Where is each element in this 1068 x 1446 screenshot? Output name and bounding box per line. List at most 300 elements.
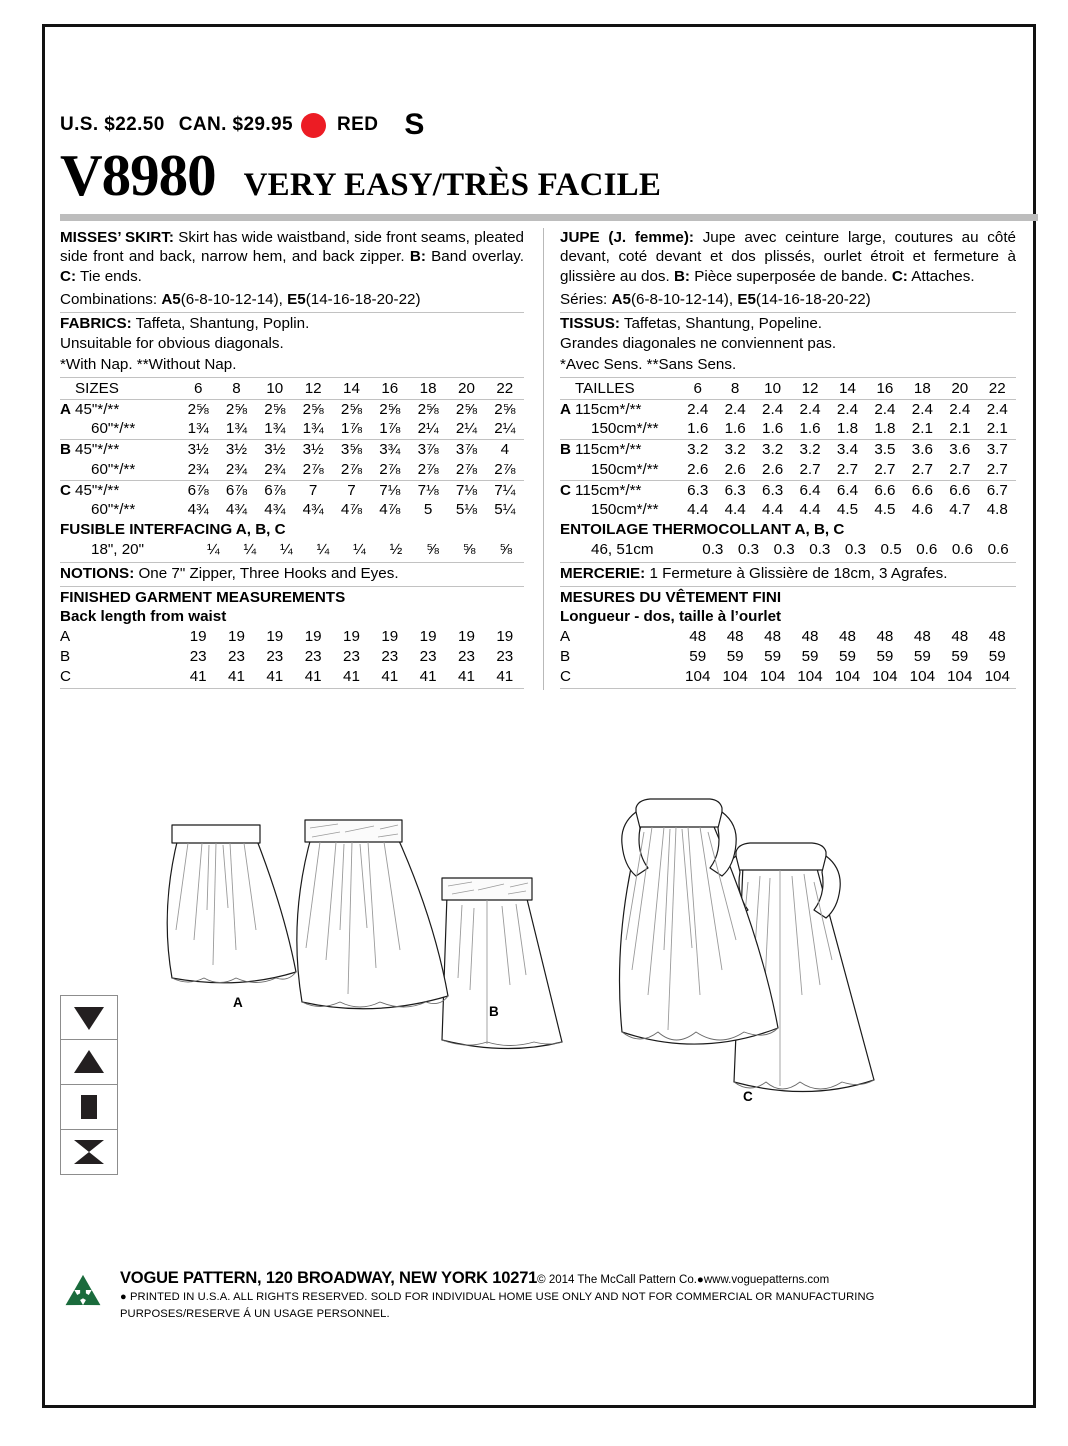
yardage-value: 2¼ (455, 420, 478, 438)
yardage-value: 5 (423, 501, 433, 519)
notions-label-en: NOTIONS: (60, 564, 135, 582)
yardage-value: 4.4 (687, 501, 709, 519)
interfacing-row (560, 540, 1016, 560)
view-letter (560, 540, 575, 560)
interfacing-body-en (60, 540, 524, 560)
copyright: © 2014 The McCall Pattern Co. (537, 1274, 697, 1286)
pattern-number: V8980 (60, 142, 216, 208)
yardage-value: 3.6 (941, 440, 978, 460)
finished-title-en: FINISHED GARMENT MEASUREMENTS (60, 588, 346, 606)
desc-view-c-fr: C: (891, 267, 908, 285)
finished-value: 23 (304, 647, 322, 665)
footer (60, 1268, 1040, 1323)
finished-value: 19 (343, 628, 360, 646)
desc-view-b-fr: B: (673, 267, 690, 285)
rule-bottom-fr (560, 688, 1016, 689)
size-col: 20 (458, 379, 475, 397)
finished-value: 19 (496, 628, 514, 646)
finished-row (560, 667, 1016, 687)
view-a-label: A (233, 995, 243, 1010)
finished-value: 104 (909, 667, 936, 685)
finished-value: 104 (947, 667, 973, 685)
french-column (538, 228, 1016, 690)
yardage-value: 7⅛ (447, 480, 485, 500)
interfacing-title-fr: ENTOILAGE THERMOCOLLANT A, B, C (560, 521, 845, 539)
desc-body1-en: Skirt has wide waistband, side front seams, pleated side front and back, narrow hem, and back zipper. (60, 229, 524, 266)
yardage-value: 2⅝ (217, 399, 255, 419)
finished-value: 48 (951, 628, 969, 646)
yardage-value: 6.3 (679, 480, 716, 500)
yardage-value: 3.5 (866, 440, 903, 460)
yardage-value: 1¾ (264, 420, 286, 438)
yardage-value: 2⅝ (409, 399, 447, 419)
yardage-row (60, 440, 524, 460)
yardage-value: 6.6 (941, 480, 978, 500)
yardage-value: 2.6 (687, 460, 709, 478)
size-col: 12 (801, 379, 819, 397)
yardage-row (560, 440, 1016, 460)
finished-table-en (60, 627, 524, 686)
finished-value: 104 (759, 667, 786, 685)
yardage-value: 2⅝ (256, 399, 294, 419)
combinations-label-fr: Séries: (560, 290, 608, 308)
yardage-value: 5⅛ (455, 501, 478, 519)
triangle-down-icon (72, 1004, 106, 1032)
desc-view-b-en: B: (409, 248, 426, 266)
interfacing-table-en (60, 540, 524, 560)
yardage-value: 7¼ (486, 480, 524, 500)
yardage-value: 2⅝ (486, 399, 524, 419)
desc-lead-en: MISSES’ SKIRT: (60, 229, 174, 246)
yardage-value: 2.1 (986, 420, 1008, 438)
combinations-en (60, 290, 524, 310)
yardage-value: 6.3 (754, 480, 791, 500)
finished-value: 104 (797, 667, 823, 685)
yardage-value: 3.4 (829, 440, 866, 460)
pattern-tagline: VERY EASY/TRÈS FACILE (243, 167, 662, 203)
yardage-value: 6.3 (716, 480, 753, 500)
yardage-value: 6.6 (866, 480, 903, 500)
finished-value: 19 (458, 628, 475, 646)
size-col: 22 (988, 379, 1006, 397)
interfacing-value: ⅝ (426, 540, 439, 558)
finished-body-en (60, 627, 524, 686)
fabric-width: 150cm*/** (591, 501, 659, 519)
yardage-value: 7⅛ (371, 480, 409, 500)
interfacing-value: 0.3 (809, 540, 831, 558)
size-col: 12 (304, 379, 322, 397)
yardage-row (560, 500, 1016, 520)
yardage-value: 4.6 (911, 501, 933, 519)
yardage-row (60, 419, 524, 439)
yardage-value: 3.2 (679, 440, 716, 460)
yardage-value: 2.4 (679, 399, 716, 419)
fabric-width: 115cm*/** (575, 440, 679, 460)
interfacing-value: ¼ (206, 540, 220, 558)
fabrics-fr (560, 314, 1016, 334)
pattern-symbol-key (60, 995, 118, 1175)
symbol-triangle-down (60, 995, 118, 1040)
finished-value: 59 (839, 647, 856, 665)
view-letter (560, 419, 575, 439)
yardage-value: 2.6 (724, 460, 746, 478)
footer-bullet-1: ● (696, 1274, 704, 1286)
yardage-value: 2.7 (836, 460, 859, 478)
finished-value: 59 (876, 647, 894, 665)
fabrics-value-fr: Taffetas, Shantung, Popeline. (619, 315, 823, 333)
column-divider (543, 228, 544, 690)
yardage-value: 1¾ (225, 420, 248, 438)
finished-value: 104 (685, 667, 711, 685)
yardage-value: 2.4 (979, 399, 1017, 419)
finished-value: 59 (801, 647, 819, 665)
yardage-value: 1¾ (187, 420, 209, 438)
yardage-value: 2.1 (949, 420, 971, 438)
finished-value: 41 (381, 667, 399, 685)
yardage-value: 3.7 (979, 440, 1017, 460)
rule-notions-fr (560, 562, 1016, 563)
yardage-value: 1⅞ (340, 420, 363, 438)
yardage-value: 2.7 (949, 460, 971, 478)
size-col: 16 (381, 379, 399, 397)
finished-value: 23 (496, 647, 514, 665)
yardage-value: 1.6 (724, 420, 746, 438)
unsuitable-en: Unsuitable for obvious diagonals. (60, 335, 284, 353)
yardage-value: 4.4 (762, 501, 784, 519)
yardage-row (560, 480, 1016, 500)
finished-body-fr (560, 627, 1016, 686)
color-label: RED (337, 114, 379, 135)
notions-value-en: One 7" Zipper, Three Hooks and Eyes. (134, 564, 399, 582)
footer-legal-line-1 (120, 1289, 1040, 1306)
size-code: S (404, 108, 425, 141)
rule-sizes-fr (560, 377, 1016, 378)
view-letter (560, 500, 575, 520)
yardage-value: 2.6 (762, 460, 784, 478)
yardage-value: 7 (294, 480, 332, 500)
view-letter: A (60, 628, 71, 646)
yardage-value: 3.2 (791, 440, 828, 460)
finished-value: 23 (381, 647, 399, 665)
yardage-value: 4.4 (724, 501, 746, 519)
fabric-width: 45"*/** (75, 399, 179, 419)
interfacing-value: 0.3 (773, 540, 795, 558)
view-letter: A (60, 399, 75, 419)
finished-value: 59 (951, 647, 969, 665)
interfacing-value: 0.3 (737, 540, 760, 558)
triangle-up-icon (72, 1048, 106, 1076)
combo-a5-sizes-fr: (6-8-10-12-14), (630, 290, 734, 308)
interfacing-value: ⅝ (499, 540, 513, 558)
price-can: CAN. $29.95 (178, 114, 293, 135)
interfacing-row (60, 540, 524, 560)
view-letter: C (560, 480, 575, 500)
fabrics-en (60, 314, 524, 334)
finished-value: 104 (984, 667, 1010, 685)
finished-value: 23 (266, 647, 284, 665)
yardage-value: 2.4 (904, 399, 941, 419)
finished-table-fr (560, 627, 1016, 686)
combinations-label-en: Combinations: (60, 290, 158, 308)
yardage-value: 3.2 (754, 440, 791, 460)
finished-value: 41 (496, 667, 514, 685)
yardage-value: 5¼ (494, 501, 516, 519)
yardage-value: 6.7 (979, 480, 1017, 500)
view-letter: B (60, 647, 71, 665)
size-col: 14 (343, 379, 360, 397)
combo-e5-sizes-fr: (14-16-18-20-22) (755, 290, 871, 308)
yardage-value: 4⅞ (340, 501, 363, 519)
yardage-value: 4.4 (799, 501, 821, 519)
finished-value: 59 (726, 647, 744, 665)
finished-value: 23 (343, 647, 360, 665)
yardage-value: 2⅝ (447, 399, 485, 419)
nap-note-fr: *Avec Sens. **Sans Sens. (560, 355, 737, 373)
finished-value: 19 (228, 628, 245, 646)
interfacing-value: 0.3 (702, 540, 724, 558)
yardage-value: 4.7 (949, 501, 971, 519)
yardage-value: 7 (332, 480, 370, 500)
size-col: 18 (913, 379, 931, 397)
yardage-value: 2⅞ (302, 460, 324, 478)
yardage-value: 2⅞ (340, 460, 363, 478)
combinations-fr (560, 290, 1016, 310)
yardage-value: 4¾ (187, 501, 209, 519)
line-art-svg (60, 790, 1038, 1260)
view-letter: B (560, 647, 571, 665)
yardage-value: 2.4 (791, 399, 828, 419)
interfacing-value: ¼ (280, 540, 293, 558)
yardage-value: 1.8 (836, 420, 859, 438)
finished-value: 48 (876, 628, 894, 646)
size-col: 20 (951, 379, 969, 397)
interfacing-width: 46, 51cm (591, 540, 654, 558)
yardage-value: 3.2 (716, 440, 753, 460)
yardage-row (560, 399, 1016, 419)
garment-line-drawings (60, 790, 1038, 1260)
rule-finished-en (60, 586, 524, 587)
title-row (60, 142, 1038, 208)
finished-value: 41 (228, 667, 245, 685)
yardage-value: 2.7 (911, 460, 933, 478)
symbol-rectangle (60, 1085, 118, 1130)
rule-fabrics-fr (560, 312, 1016, 313)
interfacing-value: 0.5 (880, 540, 902, 558)
yardage-value: 1.6 (687, 420, 709, 438)
yardage-value: 3⅝ (332, 440, 370, 460)
yardage-value: 4¾ (302, 501, 324, 519)
finished-value: 19 (419, 628, 437, 646)
finished-value: 23 (228, 647, 245, 665)
yardage-value: 2.4 (829, 399, 866, 419)
yardage-value: 2.1 (911, 420, 933, 438)
finished-value: 23 (189, 647, 207, 665)
yardage-value: 4.8 (986, 501, 1008, 519)
size-col: 6 (193, 379, 203, 397)
yardage-value: 3⅞ (447, 440, 485, 460)
finished-value: 19 (266, 628, 284, 646)
yardage-row (560, 419, 1016, 439)
yardage-value: 3½ (179, 440, 217, 460)
yardage-value: 2⅝ (294, 399, 332, 419)
fabric-width: 45"*/** (75, 440, 179, 460)
red-dot-icon (301, 113, 326, 138)
english-column (60, 228, 538, 690)
size-col: 8 (232, 379, 241, 397)
view-letter (60, 419, 75, 439)
finished-row (560, 647, 1016, 667)
price-row (60, 110, 1038, 140)
footer-text (120, 1268, 1040, 1323)
finished-value: 48 (689, 628, 707, 646)
finished-row (60, 627, 524, 647)
yardage-table-fr (560, 379, 1016, 520)
yardage-body-fr (560, 379, 1016, 520)
desc-body2-fr: Pièce superposée de bande. (690, 267, 892, 285)
yardage-value: 6.4 (829, 480, 866, 500)
yardage-value: 2⅞ (379, 460, 401, 478)
finished-value: 104 (834, 667, 861, 685)
view-c-drawing (620, 799, 875, 1104)
finished-value: 48 (726, 628, 744, 646)
finished-value: 19 (304, 628, 322, 646)
sizes-header-en: SIZES (75, 379, 119, 397)
interfacing-value: 0.6 (951, 540, 973, 558)
interfacing-value: ¼ (316, 540, 330, 558)
rule-bottom-en (60, 688, 524, 689)
finished-value: 48 (764, 628, 782, 646)
finished-value: 19 (189, 628, 207, 646)
yardage-value: 2.7 (799, 460, 821, 478)
finished-value: 23 (419, 647, 437, 665)
finished-value: 59 (988, 647, 1006, 665)
finished-value: 59 (689, 647, 707, 665)
yardage-value: 6⅞ (256, 480, 294, 500)
finished-value: 41 (189, 667, 207, 685)
yardage-value: 2⅞ (455, 460, 478, 478)
finished-value: 41 (304, 667, 322, 685)
yardage-value: 1.8 (874, 420, 896, 438)
interfacing-value: ¼ (353, 540, 366, 558)
yardage-value: 2⅞ (417, 460, 439, 478)
website-url[interactable]: www.voguepatterns.com (703, 1274, 830, 1286)
yardage-value: 2.7 (986, 460, 1008, 478)
interfacing-table-fr (560, 540, 1016, 560)
combo-a5-sizes-en: (6-8-10-12-14), (180, 290, 283, 308)
yardage-row (560, 460, 1016, 480)
fabrics-label-en: FABRICS: (60, 315, 132, 333)
view-letter (60, 500, 75, 520)
symbol-triangle-up (60, 1040, 118, 1085)
hourglass-icon (72, 1138, 106, 1166)
finished-value: 23 (458, 647, 475, 665)
yardage-value: 2.7 (874, 460, 896, 478)
view-letter: B (560, 440, 575, 460)
view-letter: B (60, 440, 75, 460)
yardage-value: 1.6 (762, 420, 784, 438)
yardage-value: 1¾ (302, 420, 324, 438)
yardage-value: 3½ (217, 440, 255, 460)
yardage-value: 1⅞ (379, 420, 401, 438)
yardage-table-en (60, 379, 524, 520)
yardage-value: 3.6 (904, 440, 941, 460)
finished-value: 41 (266, 667, 284, 685)
size-col: 22 (496, 379, 514, 397)
finished-row (560, 627, 1016, 647)
yardage-value: 2.4 (754, 399, 791, 419)
rule-sizes-en (60, 377, 524, 378)
unsuitable-fr: Grandes diagonales ne conviennent pas. (560, 335, 837, 353)
finished-value: 19 (381, 628, 399, 646)
rule-finished-fr (560, 586, 1016, 587)
yardage-value: 2.4 (716, 399, 753, 419)
symbol-hourglass (60, 1130, 118, 1175)
yardage-value: 2.4 (866, 399, 903, 419)
finished-value: 48 (913, 628, 931, 646)
rule-notions-en (60, 562, 524, 563)
yardage-value: 7⅛ (409, 480, 447, 500)
interfacing-value: 0.3 (844, 540, 867, 558)
title-divider (60, 214, 1038, 221)
yardage-value: 6⅞ (217, 480, 255, 500)
yardage-value: 3¾ (371, 440, 409, 460)
notions-value-fr: 1 Fermeture à Glissière de 18cm, 3 Agrafes. (645, 564, 948, 582)
view-b-label: B (489, 1004, 499, 1019)
view-letter (60, 460, 75, 480)
finished-row (60, 667, 524, 687)
size-col: 10 (764, 379, 782, 397)
yardage-value: 2¼ (417, 420, 439, 438)
footer-bullet-2: ● (120, 1290, 127, 1303)
combo-a5-en: A5 (161, 290, 181, 308)
desc-view-c-en: C: (60, 267, 77, 285)
company-address: VOGUE PATTERN, 120 BROADWAY, NEW YORK 10271 (120, 1269, 538, 1287)
fabric-width: 115cm*/** (575, 399, 679, 419)
interfacing-value: ⅝ (462, 540, 476, 558)
finished-row (60, 647, 524, 667)
recycle-icon (60, 1272, 106, 1318)
desc-body3-fr: Attaches. (907, 267, 975, 285)
combo-a5-fr: A5 (611, 290, 631, 308)
size-col: 14 (839, 379, 856, 397)
view-letter: C (60, 480, 75, 500)
notions-fr (560, 564, 1016, 584)
interfacing-value: ½ (389, 540, 403, 558)
finished-subtitle-fr: Longueur - dos, taille à l’ourlet (560, 608, 782, 626)
view-letter: A (560, 399, 575, 419)
sizes-header-row-fr (560, 379, 1016, 399)
fabrics-value-en: Taffeta, Shantung, Poplin. (131, 315, 310, 333)
yardage-value: 2⅞ (494, 460, 516, 478)
finished-value: 104 (872, 667, 898, 685)
yardage-value: 2¾ (187, 460, 209, 478)
view-letter: A (560, 628, 571, 646)
garment-description-en (60, 228, 524, 286)
yardage-value: 3½ (294, 440, 332, 460)
finished-value: 59 (764, 647, 782, 665)
yardage-value: 2¼ (494, 420, 516, 438)
size-col: 8 (730, 379, 740, 397)
footer-company-line (120, 1268, 1040, 1289)
nap-note-en: *With Nap. **Without Nap. (60, 355, 237, 373)
combo-e5-sizes-en: (14-16-18-20-22) (305, 290, 421, 308)
desc-body2-en: Band overlay. (425, 248, 524, 266)
yardage-value: 4.5 (874, 501, 896, 519)
finished-value: 41 (343, 667, 360, 685)
desc-body3-en: Tie ends. (76, 267, 142, 285)
combo-e5-fr: E5 (737, 290, 756, 308)
yardage-value: 2¾ (225, 460, 248, 478)
